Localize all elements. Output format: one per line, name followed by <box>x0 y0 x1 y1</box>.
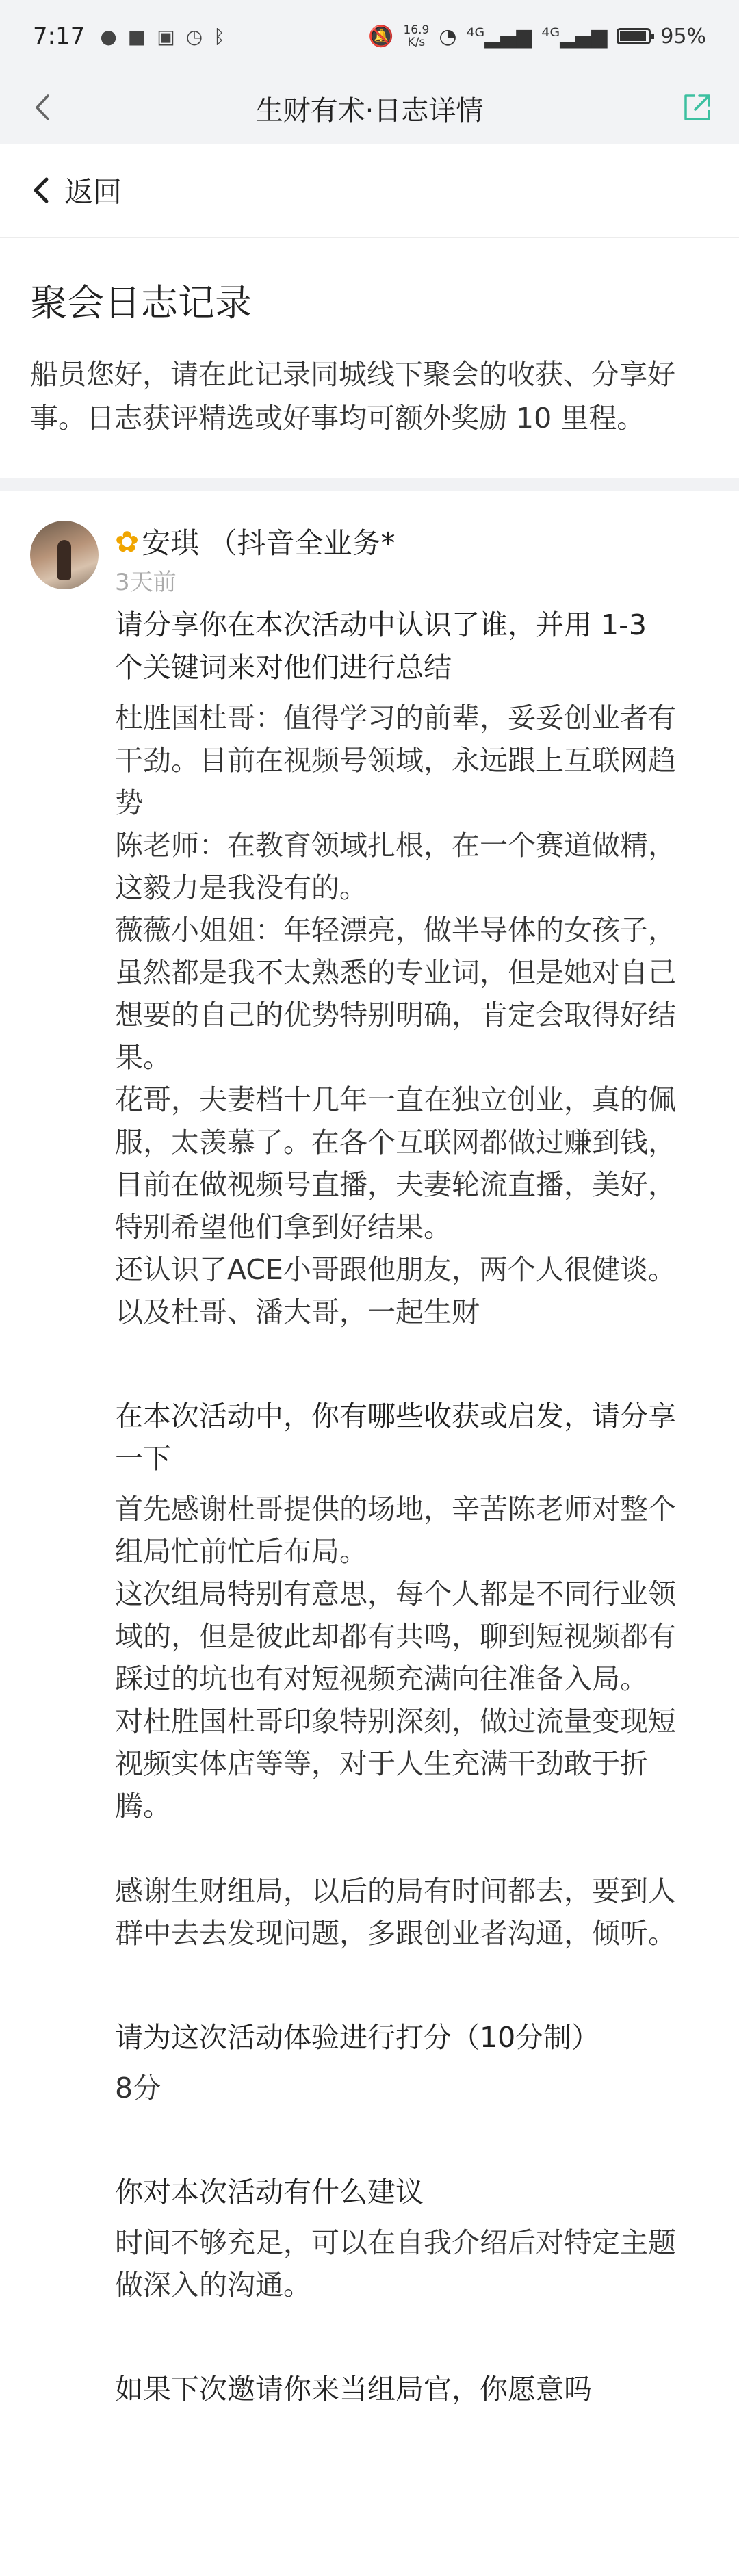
intro-text: 船员您好，请在此记录同城线下聚会的收获、分享好事。日志获评精选或好事均可额外奖励 10 里程。 <box>30 358 675 435</box>
question: 请分享你在本次活动中认识了谁，并用 1-3 个关键词来对他们进行总结 <box>115 608 647 684</box>
status-time: 7:17 <box>33 23 86 50</box>
network-speed-unit: K/s <box>407 36 426 49</box>
signal-1-label: ⁴ᴳ <box>466 24 485 49</box>
share-icon[interactable] <box>680 90 714 125</box>
answer: 首先感谢杜哥提供的场地，辛苦陈老师对整个组局忙前忙后布局。 这次组局特别有意思，每个人都是不同行业领域的，但是彼此却都有共鸣，聊到短视频都有踩过的坑也有对短视频充满向往准备入局。 对杜胜国杜哥印象特别深刻，做过流量变现短视频实体店等等，对于人生充满干劲敢于折腾。 感谢生财组局，以后的局有时间都去，要到人群中去去发现问题，多跟创业者沟通，倾听。 <box>115 1493 676 1950</box>
network-speed <box>403 24 429 49</box>
author-name-row[interactable] <box>115 521 396 562</box>
mute-icon: 🔕 <box>368 24 394 49</box>
back-link[interactable] <box>0 144 739 238</box>
nfc-icon: ▣ <box>157 25 175 48</box>
battery-icon <box>617 28 651 44</box>
journal-post <box>0 491 739 2410</box>
author-info <box>115 521 396 597</box>
network-speed-value: 16.9 <box>403 23 430 37</box>
alarm-icon: ◷ <box>185 25 203 48</box>
section-divider <box>0 478 739 491</box>
signal-icon-1: ⁴ᴳ▂▄▆ <box>466 24 532 49</box>
author-name: 安琪 （抖音全业务* <box>142 526 396 560</box>
battery-fill <box>620 31 646 41</box>
post-time: 3天前 <box>115 569 177 596</box>
status-app-icons <box>100 25 225 48</box>
cloud-icon: ■ <box>127 25 146 48</box>
qa-item <box>115 1395 682 1955</box>
qa-item <box>115 2171 682 2306</box>
intro-title: 聚会日志记录 <box>30 281 252 324</box>
back-label: 返回 <box>64 175 122 209</box>
answer: 8分 <box>115 2072 161 2104</box>
question: 如果下次邀请你来当组局官，你愿意吗 <box>115 2373 592 2406</box>
qa-item <box>115 2016 682 2109</box>
wechat-icon: ● <box>100 25 117 48</box>
qa-item <box>115 2368 682 2410</box>
qa-list <box>115 604 682 2410</box>
signal-icon-2: ⁴ᴳ▂▄▆ <box>541 24 608 49</box>
page-title: 生财有术·日志详情 <box>255 94 484 127</box>
wifi-icon: ◔ <box>439 24 457 49</box>
answer: 时间不够充足，可以在自我介绍后对特定主题做深入的沟通。 <box>115 2226 676 2302</box>
question: 你对本次活动有什么建议 <box>115 2176 424 2208</box>
question: 在本次活动中，你有哪些收获或启发，请分享一下 <box>115 1400 676 1475</box>
nav-bar <box>0 73 739 144</box>
question: 请为这次活动体验进行打分（10分制） <box>115 2021 600 2054</box>
signal-2-label: ⁴ᴳ <box>541 24 560 49</box>
status-right <box>368 24 706 49</box>
avatar[interactable] <box>30 521 99 589</box>
chevron-left-icon <box>30 177 53 204</box>
intro-section <box>0 238 739 478</box>
bluetooth-icon: ᛒ <box>213 25 225 48</box>
answer: 杜胜国杜哥：值得学习的前辈，妥妥创业者有干劲。目前在视频号领域，永远跟上互联网趋势 陈老师：在教育领域扎根，在一个赛道做精，这毅力是我没有的。 薇薇小姐姐：年轻漂亮，做半导体的女孩子，虽然都是我不太熟悉的专业词，但是她对自己想要的自己的优势特别明确，肯定会取得好结果。 花哥，夫妻档十几年一直在独立创业，真的佩服，太羡慕了。在各个互联网都做过赚到钱，目前在做视频号直播，夫妻轮流直播，美好，特别希望他们拿到好结果。 还认识了ACE小哥跟他朋友，两个人很健谈。 以及杜哥、潘大哥，一起生财 <box>115 701 676 1328</box>
flower-badge-icon: ✿ <box>115 524 140 558</box>
post-header <box>30 521 709 597</box>
battery-percent: 95% <box>660 24 706 49</box>
qa-item <box>115 604 682 1333</box>
back-arrow-icon[interactable] <box>27 92 59 123</box>
status-bar <box>0 0 739 73</box>
